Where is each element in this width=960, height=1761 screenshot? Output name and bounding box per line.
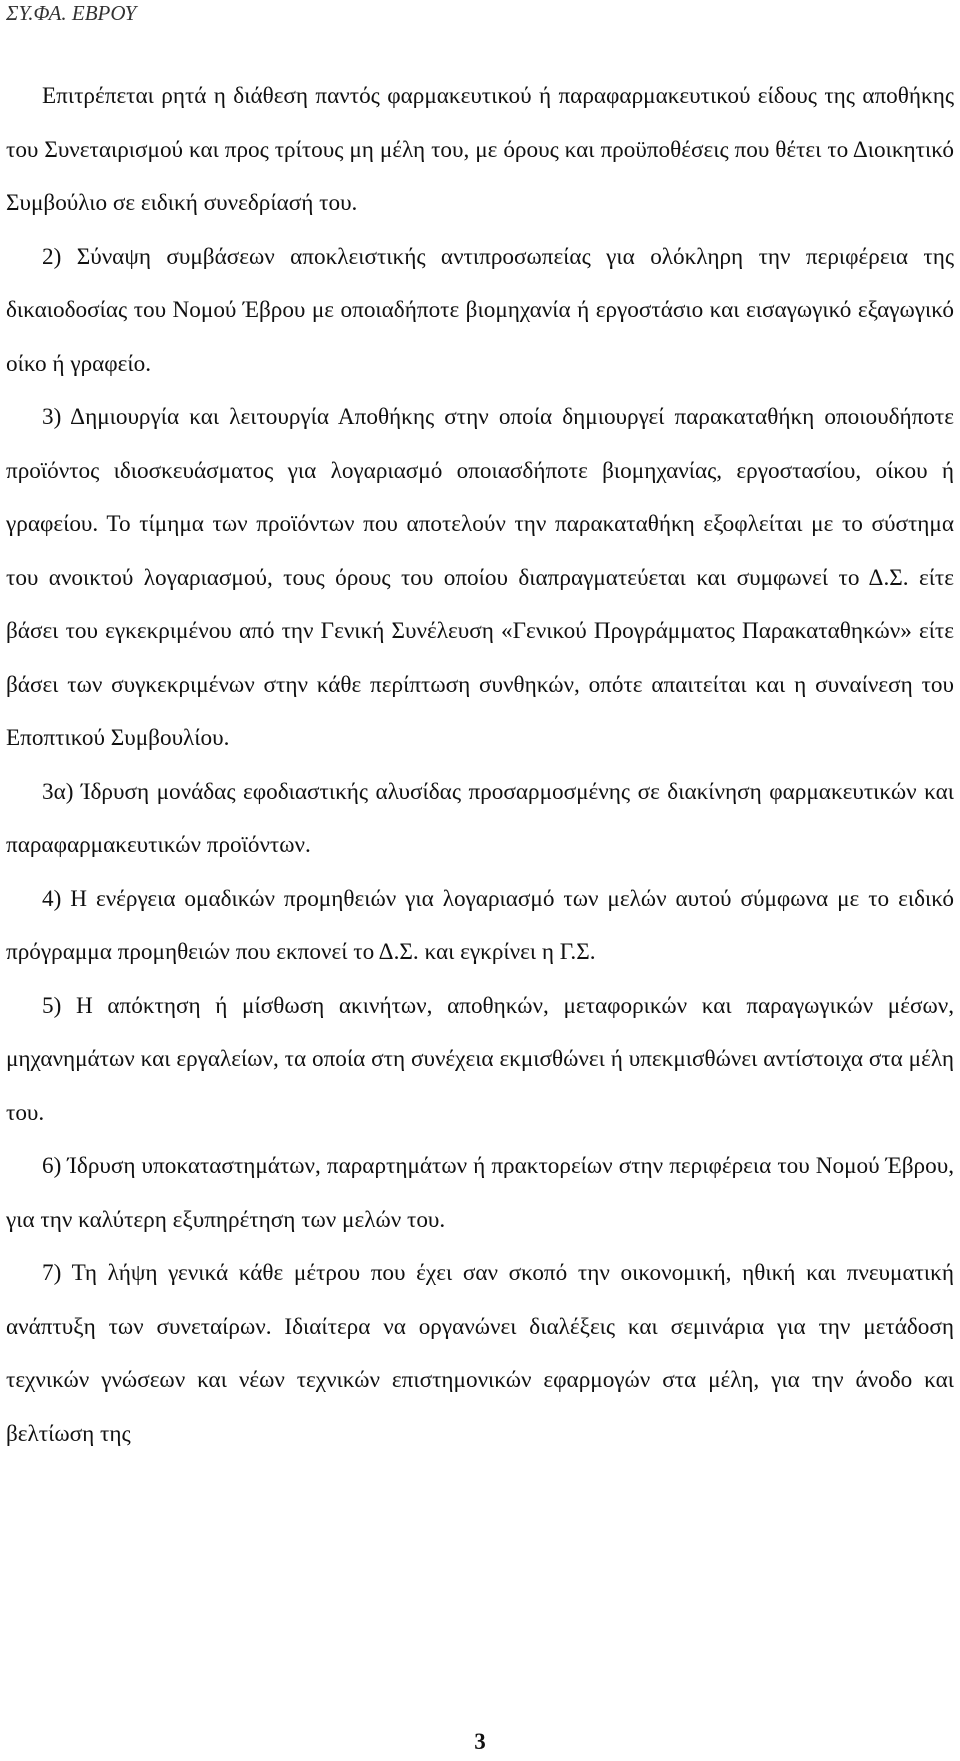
page-number: 3: [474, 1729, 486, 1754]
paragraph-item-4: 4) Η ενέργεια ομαδικών προμηθειών για λογαριασμό των μελών αυτού σύμφωνα με το ειδικό πρόγραμμα προμηθειών που εκπονεί το Δ.Σ. και εγκρίνει η Γ.Σ.: [6, 885, 954, 965]
paragraph-item-5: 5) Η απόκτηση ή μίσθωση ακινήτων, αποθηκών, μεταφορικών και παραγωγικών μέσων, μηχανημάτων και εργαλείων, τα οποία στη συνέχεια εκμισθώνει ή υπεκμισθώνει αντίστοιχα στα μέλη του.: [6, 992, 954, 1126]
paragraph-disposal: Επιτρέπεται ρητά η διάθεση παντός φαρμακευτικού ή παραφαρμακευτικού είδους της αποθήκης του Συνεταιρισμού και προς τρίτους μη μέλη του, με όρους και προϋποθέσεις που θέτει το Διοικητικό Συμβούλιο σε ειδική συνεδρίασή του.: [6, 83, 954, 216]
paragraph-item-3: 3) Δημιουργία και λειτουργία Αποθήκης στην οποία δημιουργεί παρακαταθήκη οποιουδήποτε προϊόντος ιδιοσκευάσματος για λογαριασμό οποιασδήποτε βιομηχανίας, εργοστασίου, οίκου ή γραφείου. Το τίμημα των προϊόντων που αποτελούν την παρακαταθήκη εξοφλείται με το σύστημα του ανοικτού λογαριασμού, τους όρους του οποίου διαπραγματεύεται και συμφωνεί το Δ.Σ. είτε βάσει του εγκεκριμένου από την Γενική Συνέλευση «Γενικού Προγράμματος Παρακαταθηκών» είτε βάσει των συγκεκριμένων στην κάθε περίπτωση συνθηκών, οπότε απαιτείται και η συναίνεση του Εποπτικού Συμβουλίου.: [6, 404, 954, 751]
document-body: [6, 70, 954, 1461]
running-header: ΣΥ.ΦΑ. ΕΒΡΟΥ: [6, 1, 137, 25]
paragraph-item-3a: 3α) Ίδρυση μονάδας εφοδιαστικής αλυσίδας προσαρμοσμένης σε διακίνηση φαρμακευτικών και παραφαρμακευτικών προϊόντων.: [6, 778, 954, 858]
paragraph-item-2: 2) Σύναψη συμβάσεων αποκλειστικής αντιπροσωπείας για ολόκληρη την περιφέρεια της δικαιοδοσίας του Νομού Έβρου με οποιαδήποτε βιομηχανία ή εργοστάσιο και εισαγωγικό εξαγωγικό οίκο ή γραφείο.: [6, 243, 954, 377]
paragraph-item-7: 7) Τη λήψη γενικά κάθε μέτρου που έχει σαν σκοπό την οικονομική, ηθική και πνευματική ανάπτυξη των συνεταίρων. Ιδιαίτερα να οργανώνει διαλέξεις και σεμινάρια για την μετάδοση τεχνικών γνώσεων και νέων τεχνικών επιστημονικών εφαρμογών στα μέλη, για την άνοδο και βελτίωση της: [6, 1260, 954, 1447]
paragraph-item-6: 6) Ίδρυση υποκαταστημάτων, παραρτημάτων ή πρακτορείων στην περιφέρεια του Νομού Έβρου, για την καλύτερη εξυπηρέτηση των μελών του.: [6, 1153, 954, 1233]
